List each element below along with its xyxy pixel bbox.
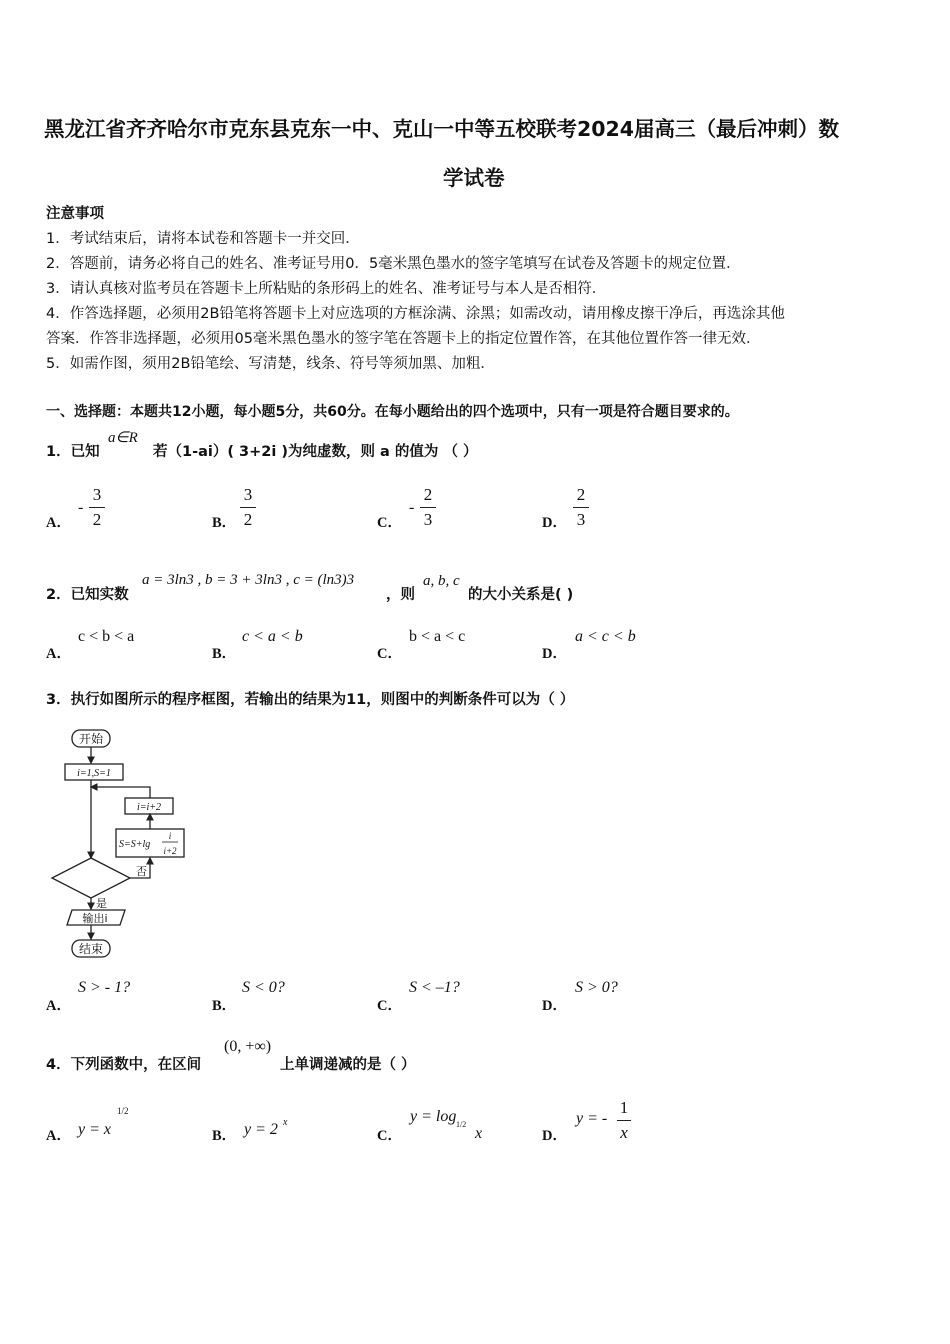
q1-option-a-sign: - xyxy=(78,499,84,516)
q1-option-c-fraction xyxy=(420,484,436,531)
q2-expression: a = 3ln3 , b = 3 + 3ln3 , c = (ln3)3 xyxy=(142,572,355,588)
fraction-denominator: 3 xyxy=(576,510,586,529)
q1-option-a-label: A． xyxy=(46,515,71,531)
notice-item: 5．如需作图，须用2B铅笔绘、写清楚，线条、符号等须加黑、加粗． xyxy=(46,356,495,372)
q1-prefix: 1．已知 xyxy=(46,444,100,460)
q2-option-a-label: A． xyxy=(46,646,71,662)
q2-option-c-text: b < a < c xyxy=(409,628,466,645)
q4-option-c-base: 1/2 xyxy=(456,1120,467,1129)
q4-option-a-label: A． xyxy=(46,1128,71,1144)
q4-interval: (0, +∞) xyxy=(224,1038,272,1055)
q1-option-d-label: D． xyxy=(542,515,567,531)
page-title-line2: 学试卷 xyxy=(443,166,505,190)
flow-decision-diamond xyxy=(52,858,130,898)
notice-item: 2．答题前，请务必将自己的姓名、准考证号用0．5毫米黑色墨水的签字笔填写在试卷及答题卡的规定位置． xyxy=(46,256,741,272)
notice-item: 答案．作答非选择题，必须用05毫米黑色墨水的签字笔在答题卡上的指定位置作答，在其他位置作答一律无效． xyxy=(46,331,761,347)
q4-option-a-exponent: 1/2 xyxy=(117,1106,129,1116)
flowchart xyxy=(50,725,200,965)
q3-option-c-text: S < –1? xyxy=(409,979,460,996)
q3-option-b-text: S < 0? xyxy=(242,979,285,996)
fraction-denominator: x xyxy=(620,1123,628,1142)
q2-mid: ，则 xyxy=(386,587,415,603)
flow-yes-label: 是 xyxy=(96,897,107,910)
q1-option-c-sign: - xyxy=(409,499,415,516)
fraction-numerator: 1 xyxy=(619,1098,629,1117)
page-title-line1: 黑龙江省齐齐哈尔市克东县克东一中、克山一中等五校联考2024届高三（最后冲刺）数 xyxy=(44,117,840,141)
q4-option-c-label: C． xyxy=(377,1128,402,1144)
q4-option-d-fraction xyxy=(617,1097,631,1144)
q1-option-a-fraction xyxy=(89,484,105,531)
flow-update-label: S=S+lg xyxy=(119,839,151,850)
q1-condition: a∈R xyxy=(108,430,138,446)
q3-option-d-label: D． xyxy=(542,998,567,1014)
q4-option-b-text: y = 2 xyxy=(244,1121,278,1138)
q4-option-d-text: y = - xyxy=(576,1110,608,1127)
q2-option-b-label: B． xyxy=(212,646,237,662)
q4-suffix: 上单调递减的是（ ） xyxy=(280,1057,416,1073)
notice-item: 3．请认真核对监考员在答题卡上所粘贴的条形码上的姓名、准考证号与本人是否相符． xyxy=(46,281,607,297)
q2-suffix: 的大小关系是( ) xyxy=(468,587,574,603)
flow-end-label: 结束 xyxy=(78,942,104,956)
flow-update-frac-num: i xyxy=(168,831,172,841)
fraction-numerator: 3 xyxy=(243,485,253,504)
q3-option-d-text: S > 0? xyxy=(575,979,618,996)
fraction-denominator: 2 xyxy=(243,510,253,529)
fraction-denominator: 3 xyxy=(423,510,433,529)
q2-prefix: 2．已知实数 xyxy=(46,587,129,603)
notice-heading: 注意事项 xyxy=(46,206,104,222)
flow-update-frac-den: i+2 xyxy=(163,846,177,856)
q4-option-d-label: D． xyxy=(542,1128,567,1144)
q2-option-d-text: a < c < b xyxy=(575,628,636,645)
q1-option-b-label: B． xyxy=(212,515,237,531)
notice-item: 4．作答选择题，必须用2B铅笔将答题卡上对应选项的方框涂满、涂黑；如需改动，请用橡皮擦干净后，再选涂其他 xyxy=(46,306,785,322)
q2-option-d-label: D． xyxy=(542,646,567,662)
flow-no-label: 否 xyxy=(136,865,147,878)
q3-option-a-label: A． xyxy=(46,998,71,1014)
q3-option-b-label: B． xyxy=(212,998,237,1014)
q4-option-c-arg: x xyxy=(475,1125,483,1142)
q4-option-c-text: y = log xyxy=(410,1108,457,1125)
q2-vars: a, b, c xyxy=(423,573,460,589)
q1-option-c-label: C． xyxy=(377,515,402,531)
q4-option-b-label: B． xyxy=(212,1128,237,1144)
q1-option-d-fraction xyxy=(573,484,589,531)
q3-text: 3．执行如图所示的程序框图，若输出的结果为11，则图中的判断条件可以为（ ） xyxy=(46,692,575,708)
q2-option-c-label: C． xyxy=(377,646,402,662)
q1-text: 若（1-ai）( 3+2i )为纯虚数，则 a 的值为 （ ） xyxy=(153,444,478,460)
flow-start-label: 开始 xyxy=(78,732,104,746)
q4-prefix: 4．下列函数中，在区间 xyxy=(46,1057,202,1073)
q2-option-b-text: c < a < b xyxy=(242,628,303,645)
flow-output-label: 输出i xyxy=(82,912,108,925)
q3-option-a-text: S > - 1? xyxy=(78,979,131,996)
q4-option-b-exponent: x xyxy=(283,1117,288,1128)
section-heading: 一、选择题：本题共12小题，每小题5分，共60分。在每小题给出的四个选项中，只有一项是符合题目要求的。 xyxy=(46,404,739,420)
fraction-numerator: 2 xyxy=(576,485,586,504)
notice-item: 1．考试结束后，请将本试卷和答题卡一并交回． xyxy=(46,231,360,247)
fraction-denominator: 2 xyxy=(92,510,102,529)
q2-option-a-text: c < b < a xyxy=(78,628,135,645)
fraction-numerator: 3 xyxy=(92,485,102,504)
flow-increment-label: i=i+2 xyxy=(136,802,162,813)
q3-option-c-label: C． xyxy=(377,998,402,1014)
q4-option-a-text: y = x xyxy=(78,1121,111,1138)
flow-init-label: i=1,S=1 xyxy=(77,768,111,779)
q1-option-b-fraction xyxy=(240,484,256,531)
fraction-numerator: 2 xyxy=(423,485,433,504)
